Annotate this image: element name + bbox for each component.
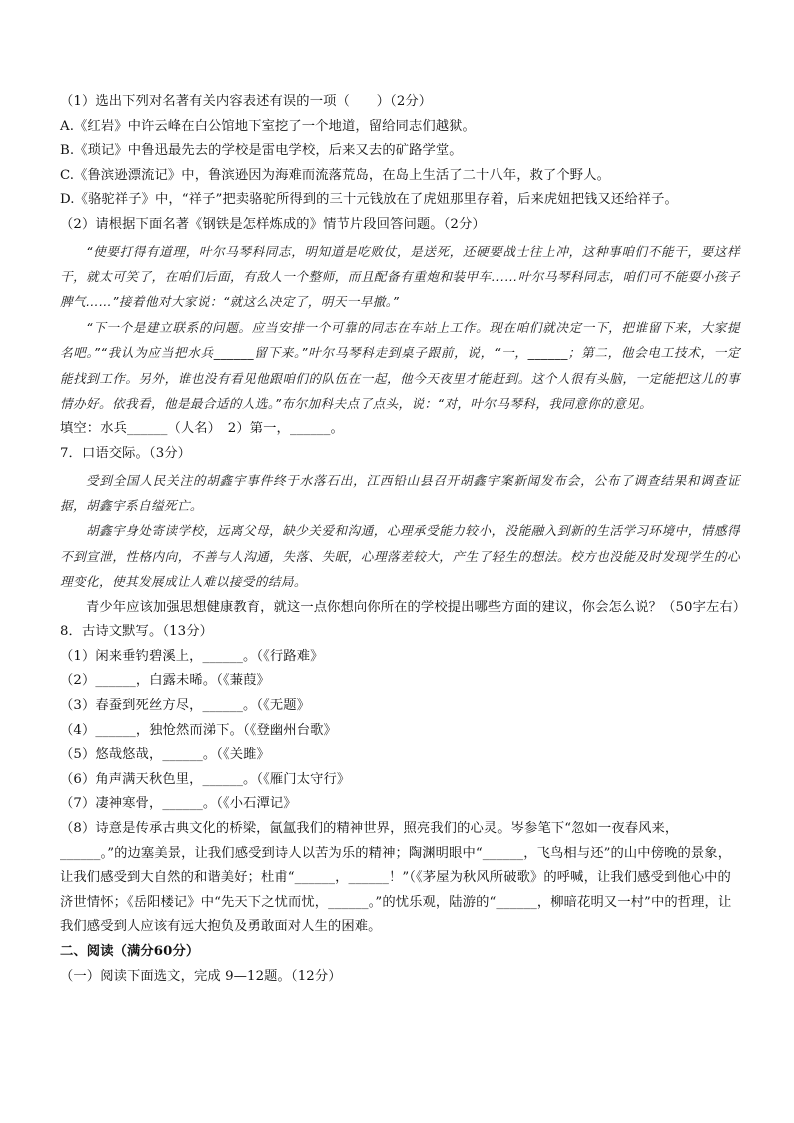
q8-item-3: （3）春蚕到死丝方尽，______。（《无题》 [60,698,311,713]
q8-item-6: （6）角声满天秋色里，______。（《雁门太守行》 [60,771,351,787]
q6-sub2-stem: （2）请根据下面名著《钢铁是怎样炼成的》情节片段回答问题。（2分） [60,216,486,232]
q6-fill-blank: 填空：水兵______（人名） 2）第一，______。 [60,421,344,437]
exam-page [60,90,747,989]
q8-item-4: （4）______，独怆然而涕下。（《登幽州台歌》 [60,722,337,738]
q8-item-7: （7）凄神寒骨，______。（《小石潭记》 [60,796,297,812]
q7-heading: 7．口语交际。（3分） [60,446,192,461]
q6-passage-paragraph-2: “下一个是建立联系的问题。应当安排一个可靠的同志在车站上工作。现在咱们就决定一下，把谁留下来，大家提名吧。”“我认为应当把水兵______留下来。”叶尔马琴科走到桌子跟前，说，“一，______；第二，他会电工技术，一定能找到工作。另外，谁也没有看见他跟咱们的队伍在一起，他今天夜里才能赶到。这个人很有头脑，一定能把这儿的事情办好。依我看，他是最合适的人选。”布尔加科夫点了点头，说：“对，叶尔马琴科，我同意你的意见。 [60,319,740,411]
q8-item-8: （8）诗意是传承古典文化的桥梁，氤氲我们的精神世界，照亮我们的心灵。岑参笔下“忽如一夜春风来，______。”的边塞美景，让我们感受到诗人以苦为乐的精神；陶渊明眼中“______，飞鸟相与还”的山中傍晚的景象，让我们感受到大自然的和谐美好；杜甫“______，______！”（《茅屋为秋风所破歌》的呼喊，让我们感受到他心中的济世情怀；《岳阳楼记》中“先天下之忧而忧，______。”的忧乐观，陆游的“______，柳暗花明又一村”中的哲理，让我们感受到人应该有远大抱负及勇敢面对人生的困难。 [60,820,732,935]
q6-option-d: D.《骆驼祥子》中，“祥子”把卖骆驼所得到的三十元钱放在了虎妞那里存着，后来虎妞把钱又还给祥子。 [60,192,678,208]
q8-item-2: （2）______，白露未晞。（《蒹葭》 [60,673,270,689]
q7-passage-paragraph-1: 受到全国人民关注的胡鑫宇事件终于水落石出，江西铅山县召开胡鑫宇案新闻发布会，公布了调查结果和调查证据，胡鑫宇系自缢死亡。 [60,472,740,513]
q6-passage-paragraph-1: “使要打得有道理，叶尔马琴科同志，明知道是吃败仗，是送死，还硬要战士往上冲，这种事咱们不能干，要这样干，就太可笑了，在咱们后面，有敌人一个整师，而且配备有重炮和装甲车……叶尔马琴科同志，咱们可不能耍小孩子脾气……”接着他对大家说：“就这么决定了，明天一早撤。” [60,243,740,310]
q6-option-a: A.《红岩》中许云峰在白公馆地下室挖了一个地道，留给同志们越狱。 [60,118,476,134]
q7-prompt: 青少年应该加强思想健康教育，就这一点你想向你所在的学校提出哪些方面的建议，你会怎么说？（50字左右） [86,599,747,615]
q6-option-b: B.《琐记》中鲁迅最先去的学校是雷电学校，后来又去的矿路学堂。 [60,143,463,159]
q6-passage [60,239,740,417]
q7-passage [60,468,740,595]
section-2-sub-1: （一）阅读下面选文，完成 9—12题。（12分） [60,968,342,984]
q7-passage-paragraph-2: 胡鑫宇身处寄读学校，远离父母，缺少关爱和沟通，心理承受能力较小，没能融入到新的生活学习环境中，情感得不到宣泄，性格内向，不善与人沟通，失落、失眠，心理落差较大，产生了轻生的想法。校方也没能及时发现学生的心理变化，使其发展成让人难以接受的结局。 [60,523,740,590]
section-2-heading: 二、阅读（满分60分） [60,943,200,959]
q8-item-5: （5）悠哉悠哉，______。（《关雎》 [60,747,270,763]
q8-item-1: （1）闲来垂钓碧溪上，______。（《行路难》 [60,648,324,664]
q8-heading: 8．古诗文默写。（13分） [60,624,213,640]
q6-option-c: C.《鲁滨逊漂流记》中，鲁滨逊因为海难而流落荒岛，在岛上生活了二十八年，救了个野人。 [60,167,610,183]
q6-sub1-stem: （1）选出下列对名著有关内容表述有误的一项（ ）（2分） [60,94,433,109]
